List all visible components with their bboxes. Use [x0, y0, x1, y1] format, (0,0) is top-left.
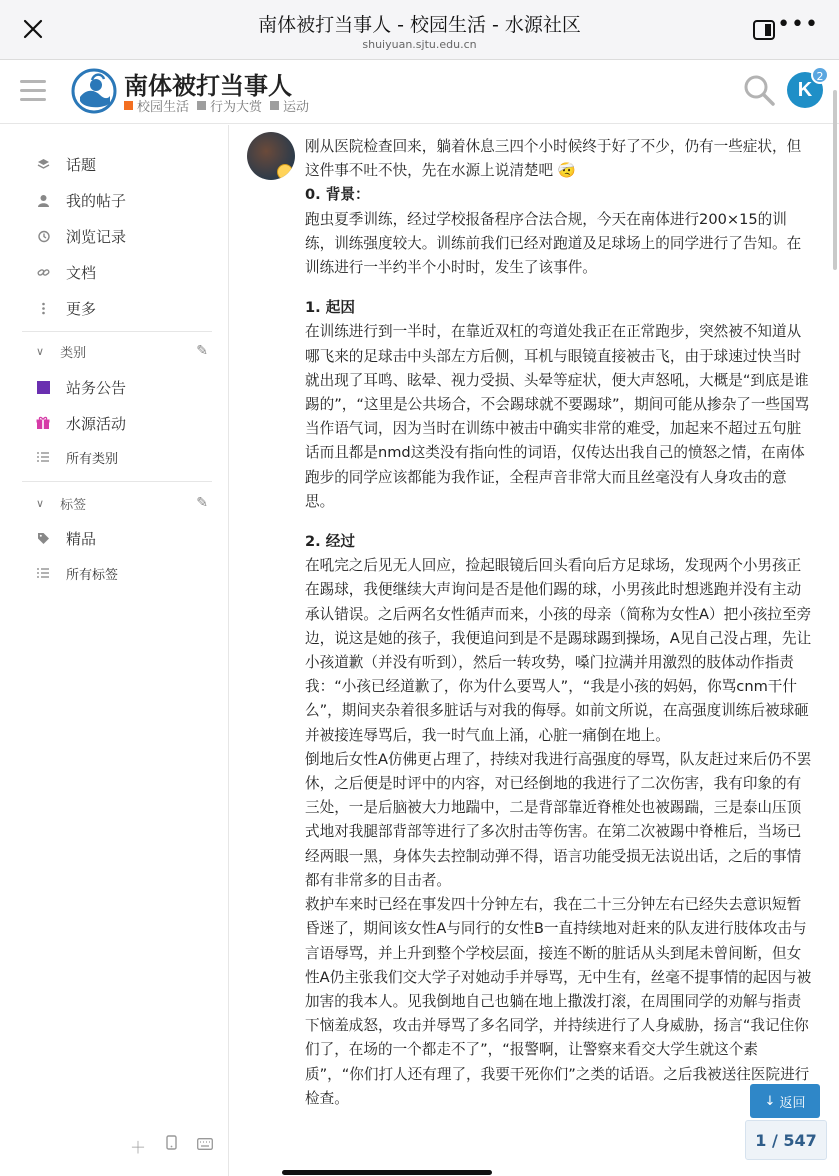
tag-icon [36, 531, 50, 545]
keyboard-icon[interactable] [197, 1135, 213, 1158]
history-icon [36, 229, 50, 243]
user-icon [36, 193, 50, 207]
post-intro: 刚从医院检查回来，躺着休息三四个小时候终于好了不少，仍有一些症状，但这件事不吐不快，先在水源上说清楚吧 🤕 [305, 138, 802, 180]
sidebar-item-more[interactable]: 更多 [36, 296, 96, 320]
layers-icon [36, 157, 50, 171]
site-header [0, 60, 839, 124]
back-button[interactable]: ↓ 返回 [750, 1084, 820, 1118]
sidebar-item-topics[interactable]: 话题 [36, 152, 96, 176]
close-icon[interactable] [22, 18, 44, 40]
pencil-icon[interactable]: ✎ [196, 343, 208, 359]
category-badge[interactable]: 校园生活 [124, 96, 189, 115]
sidebar-item-docs[interactable]: 文档 [36, 260, 96, 284]
category-color-square [124, 101, 133, 110]
spacer [305, 514, 815, 530]
post-counter[interactable]: 1 / 547 [745, 1120, 827, 1160]
sidebar-item-all-tags[interactable]: 所有标签 [36, 561, 118, 585]
sidebar-item-announcements[interactable]: 站务公告 [36, 375, 126, 399]
pencil-icon[interactable]: ✎ [196, 495, 208, 511]
post-paragraph: 救护车来时已经在事发四十分钟左右，我在二十三分钟左右已经失去意识短暂昏迷了，期间该女性A与同行的女性B一直持续地对赶来的队友进行肢体攻击与言语辱骂，并上升到整个学校层面，接连不断的脏话从头到尾未曾间断，但女性A仍主张我们交大学子对她动手并辱骂，无中生有，丝毫不提事情的起因与被加害的我本人。见我倒地自己也躺在地上撒泼打滚，在周围同学的劝解与指责下恼羞成怒，攻击并辱骂了多名同学，并持续进行了人身威胁，扬言“我记住你们了，在场的一个都走不了”，“报警啊，让警察来看交大学生就这个素质”，“你们打人还有理了，我要干死你们”之类的话语。之后我被送往医院进行检查。 [305, 896, 812, 1107]
post-paragraph: 跑虫夏季训练，经过学校报备程序合法合规，今天在南体进行200×15的训练，训练强度较大。训练前我们已经对跑道及足球场上的同学进行了告知。在训练进行一半约半个小时时，发生了该事件。 [305, 210, 802, 277]
post-paragraph: 在训练进行到一半时，在靠近双杠的弯道处我正在正常跑步，突然被不知道从哪飞来的足球击中头部左方后侧，耳机与眼镜直接被击飞，由于球速过快当时就出现了耳鸣、眩晕、视力受损、头晕等症状，便大声怒吼，大概是“到底是谁踢的”，“这里是公共场合，不会踢球就不要踢球”，期间可能从掺杂了一些国骂当作语气词，因为当时在训练中被击中确实非常的难受，加起来不超过五句脏话而且都是nmd这类没有指向性的词语，仅传达出我自己的愤怒之情，在南体跑步的同学应该都能为我作证，全程声音非常大而且丝毫没有人身攻击的意思。 [305, 323, 810, 510]
sidebar-item-my-posts[interactable]: 我的帖子 [36, 188, 126, 212]
post-content [305, 135, 815, 1111]
category-breadcrumbs [124, 96, 309, 115]
scrollbar[interactable] [833, 90, 837, 270]
divider [22, 331, 212, 332]
chevron-down-icon: ∨ [36, 344, 45, 358]
browser-bar [0, 0, 839, 60]
author-avatar[interactable] [247, 132, 295, 180]
tag-badge[interactable]: 行为大赏 [197, 96, 262, 115]
tag-color-square [270, 101, 279, 110]
post-paragraph: 在吼完之后见无人回应，捡起眼镜后回头看向后方足球场，发现两个小男孩正在踢球，我便继续大声询问是否是他们踢的球，小男孩此时想逃跑并没有主动承认错误。之后两名女性循声而来，小孩的母亲（简称为女性A）把小孩拉至旁边，说这是她的孩子，我便追问到是不是踢球踢到操场，A见自己没占理，先让小孩道歉（并没有听到），然后一转攻势，嗓门拉满并用激烈的肢体动作指责我：“小孩已经道歉了，你为什么要骂人”，“我是小孩的妈妈，你骂cnm干什么”，期间夹杂着很多脏话与对我的侮辱。如前文所说，在高强度训练后被球砸并被接连辱骂后，我一时气血上涌，心脏一痛倒在地上。 [305, 557, 812, 744]
section-heading: 2. 经过 [305, 533, 355, 551]
topic-title[interactable]: 南体被打当事人 [124, 72, 292, 100]
mobile-icon[interactable] [166, 1135, 177, 1158]
categories-section-header[interactable]: ∨ 类别 ✎ [36, 343, 208, 361]
divider [22, 481, 212, 482]
hamburger-menu-icon[interactable] [20, 80, 46, 102]
sidebar [0, 125, 229, 1176]
sidebar-item-events[interactable]: 水源活动 [36, 411, 126, 435]
browser-title: 南体被打当事人 - 校园生活 - 水源社区 [258, 14, 581, 36]
plus-icon[interactable]: ＋ [130, 1138, 147, 1157]
home-indicator [282, 1170, 492, 1175]
more-vertical-icon [36, 301, 50, 315]
list-icon [36, 566, 50, 580]
chevron-down-icon: ∨ [36, 496, 45, 510]
sidebar-item-featured[interactable]: 精品 [36, 526, 96, 550]
square-icon [36, 380, 50, 394]
notification-badge[interactable]: 2 [811, 66, 829, 84]
post-paragraph: 倒地后女性A仿佛更占理了，持续对我进行高强度的辱骂，队友赶过来后仍不罢休，之后便是时评中的内容，对已经倒地的我进行了二次伤害，我有印象的有三处，一是后脑被大力地踹中，二是背部靠近脊椎处也被踢踹，三是泰山压顶式地对我腿部背部等进行了多次肘击等伤害。在第二次被踢中脊椎后，当场已经两眼一黑，身体失去控制动弹不得，语言功能受损无法说出话，之后的事情都有非常多的目击者。 [305, 750, 812, 889]
tags-section-header[interactable]: ∨ 标签 ✎ [36, 495, 208, 513]
user-avatar[interactable]: K [787, 72, 823, 108]
status-emoji [277, 164, 293, 180]
search-icon[interactable] [741, 72, 777, 108]
tabs-icon[interactable] [753, 20, 775, 40]
shuiyuan-logo[interactable] [70, 67, 118, 115]
list-icon [36, 450, 50, 464]
more-options-icon[interactable]: ••• [777, 12, 819, 37]
section-heading: 0. 背景： [305, 186, 370, 204]
tag-color-square [197, 101, 206, 110]
sidebar-item-history[interactable]: 浏览记录 [36, 224, 126, 248]
spacer [305, 280, 815, 296]
section-heading: 1. 起因 [305, 299, 355, 317]
arrow-down-icon: ↓ [764, 1093, 776, 1109]
sidebar-item-all-categories[interactable]: 所有类别 [36, 445, 118, 469]
gift-icon [36, 416, 50, 430]
sidebar-footer [130, 1135, 213, 1158]
tag-badge[interactable]: 运动 [270, 96, 309, 115]
browser-url: shuiyuan.sjtu.edu.cn [362, 38, 477, 51]
link-icon [36, 265, 50, 279]
